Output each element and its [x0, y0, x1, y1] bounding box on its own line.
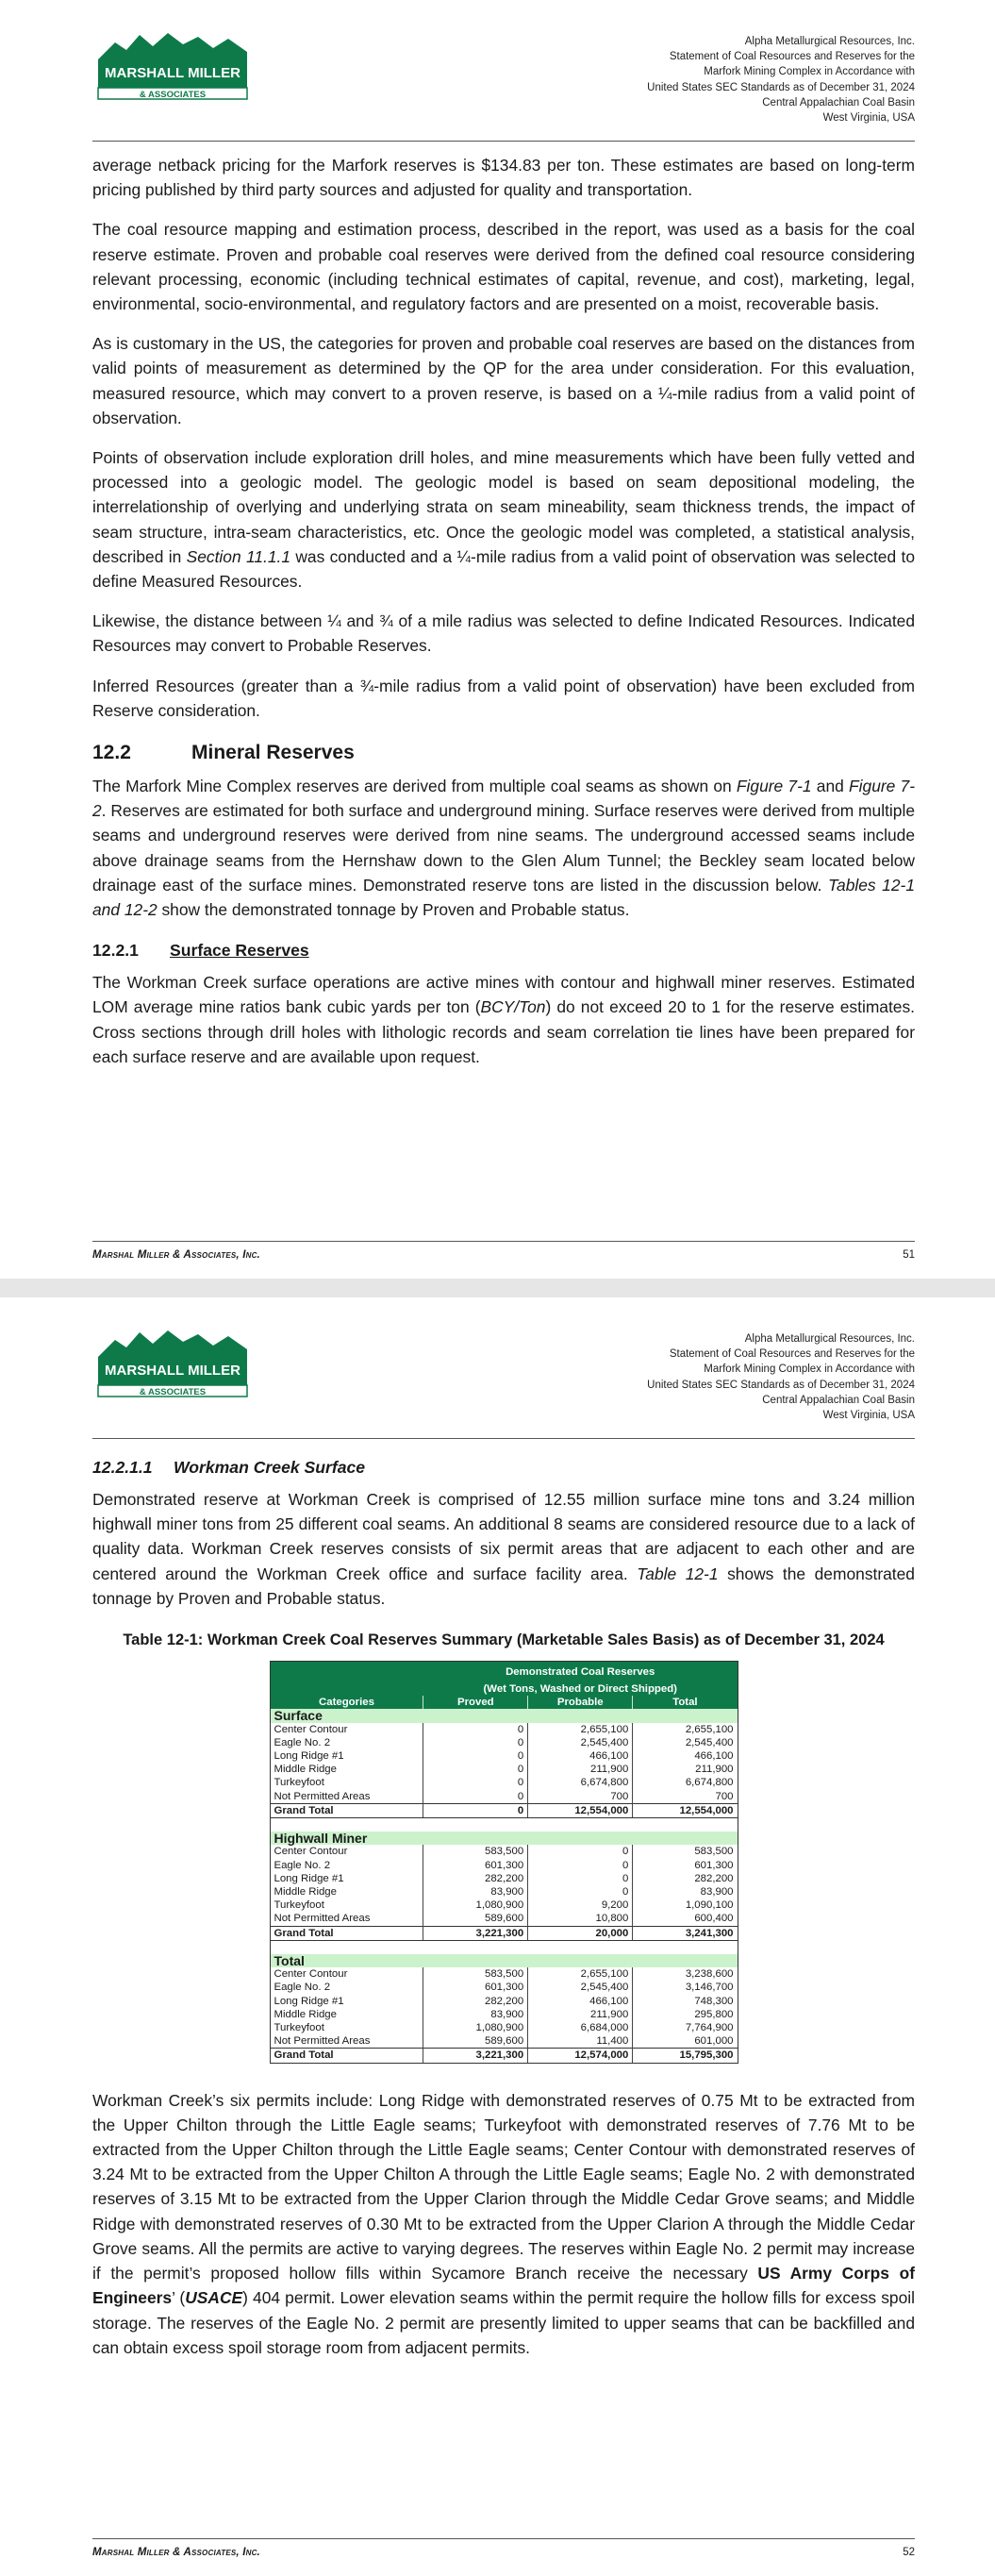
row-value: 11,400 [528, 2034, 633, 2049]
total-value: 20,000 [528, 1926, 633, 1940]
row-value: 3,146,700 [633, 1981, 738, 1994]
row-value: 211,900 [528, 1763, 633, 1776]
row-value: 466,100 [528, 1995, 633, 2008]
row-category: Center Contour [274, 1723, 348, 1735]
row-category: Middle Ridge [274, 1886, 337, 1899]
header-line: Marfork Mining Complex in Accordance with [704, 66, 915, 78]
row-value: 583,500 [423, 1845, 528, 1858]
svg-text:& ASSOCIATES: & ASSOCIATES [139, 90, 207, 100]
row-value: 466,100 [528, 1749, 633, 1763]
row-value: 583,500 [423, 1967, 528, 1981]
row-value: 83,900 [423, 2008, 528, 2021]
unit-reference: BCY/Ton [480, 997, 546, 1017]
table-row [270, 1723, 738, 1736]
row-value: 0 [528, 1859, 633, 1872]
paragraph: average netback pricing for the Marfork reserves is $134.83 per ton. These estimates are based on long-term pricing published by third party sources and adjusted for quality and transportation. [92, 156, 915, 200]
column-header-proved: Proved [423, 1696, 528, 1709]
row-value: 10,800 [528, 1912, 633, 1926]
table-row [270, 1995, 738, 2008]
row-value: 583,500 [633, 1845, 738, 1858]
table-row [270, 1790, 738, 1804]
page-footer [92, 1241, 915, 1261]
header-line: Statement of Coal Resources and Reserves for the [669, 1348, 915, 1361]
table-row [270, 1859, 738, 1872]
grand-total-row [270, 1803, 738, 1817]
table-row [270, 1845, 738, 1858]
table-row [270, 1967, 738, 1981]
total-label: Grand Total [270, 2049, 423, 2063]
footer-firm: Marshal Miller & Associates, Inc. [92, 1249, 260, 1261]
row-category: Eagle No. 2 [274, 1736, 331, 1748]
page-header [92, 0, 915, 142]
paragraph: Demonstrated reserve at Workman Creek is comprised of 12.55 million surface mine tons and 3.24 million highwall miner tons from 25 different coal seams. An additional 8 seams are considered resource due to a lack of quality data. Workman Creek reserves consists of six permit areas that are adjacent to each other and are centered around the Workman Creek office and surface facility area. Table 12-1 shows the demonstrated tonnage by Proven and Probable status. [92, 1490, 915, 1608]
total-value: 3,221,300 [423, 2049, 528, 2063]
table-row [270, 1912, 738, 1926]
row-value: 3,238,600 [633, 1967, 738, 1981]
row-category: Turkeyfoot [274, 1777, 324, 1789]
row-value: 466,100 [633, 1749, 738, 1763]
row-category: Long Ridge #1 [274, 1872, 344, 1884]
section-heading-12-2: 12.2 Mineral Reserves [92, 742, 355, 764]
row-value: 700 [528, 1790, 633, 1804]
header-line: United States SEC Standards as of December 31, 2024 [647, 81, 915, 93]
paragraph: Inferred Resources (greater than a ¾-mile radius from a valid point of observation) have been excluded from Reserve consideration. [92, 676, 915, 720]
total-value: 12,574,000 [528, 2049, 633, 2063]
row-value: 6,674,800 [528, 1776, 633, 1789]
paragraph: As is customary in the US, the categories for proven and probable coal reserves are based on the distances from valid points of measurement as determined by the QP for the area under consideration. For this evaluation, measured resource, which may convert to a proven reserve, is based on a ¼-mile radius from a valid point of observation. [92, 334, 915, 427]
row-value: 601,300 [423, 1981, 528, 1994]
figure-reference: Figure 7-2 [92, 777, 916, 821]
row-category: Middle Ridge [274, 2008, 337, 2020]
header-line: Central Appalachian Coal Basin [762, 96, 915, 109]
row-value: 1,080,900 [423, 2021, 528, 2034]
row-value: 600,400 [633, 1912, 738, 1926]
row-category: Long Ridge #1 [274, 1750, 344, 1763]
paragraph: The Marfork Mine Complex reserves are derived from multiple coal seams as shown on Figure 7-1 and Figure 7-2. Reserves are estimated for both surface and underground mining. Surface reserves were derived from multiple seams and underground reserves were derived from nine seams. The underground accessed seams include above drainage seams from the Hernshaw down to the Glen Alum Tunnel; the Beckley seam located below drainage east of the surface mines. Demonstrated reserve tons are listed in the discussion below. Tables 12-1 and 12-2 show the demonstrated tonnage by Proven and Probable status. [92, 777, 916, 920]
total-value: 15,795,300 [633, 2049, 738, 2063]
section-reference: Section 11.1.1 [186, 546, 291, 566]
row-category: Center Contour [274, 1846, 348, 1858]
row-category: Eagle No. 2 [274, 1982, 331, 1994]
header-company-info [647, 1331, 915, 1423]
row-value: 2,655,100 [633, 1723, 738, 1736]
row-value: 282,200 [423, 1872, 528, 1885]
header-line: West Virginia, USA [822, 1410, 915, 1422]
header-line: Statement of Coal Resources and Reserves for the [669, 51, 915, 63]
column-header-total: Total [633, 1696, 738, 1709]
section-title: Highwall Miner [270, 1832, 738, 1845]
total-value: 3,221,300 [423, 1926, 528, 1940]
row-value: 601,300 [633, 1859, 738, 1872]
row-value: 83,900 [423, 1885, 528, 1899]
row-value: 0 [423, 1763, 528, 1776]
row-value: 589,600 [423, 1912, 528, 1926]
page-body [92, 1439, 915, 2360]
row-value: 2,545,400 [528, 1981, 633, 1994]
marshall-miller-logo [96, 1329, 249, 1398]
row-value: 282,200 [423, 1995, 528, 2008]
figure-reference: Figure 7-1 [736, 777, 812, 796]
row-value: 9,200 [528, 1899, 633, 1912]
spacer-row [270, 1818, 738, 1832]
header-company-info [647, 34, 915, 125]
group-header: Demonstrated Coal Reserves [423, 1662, 738, 1683]
row-value: 2,545,400 [528, 1736, 633, 1749]
table-caption: Table 12-1: Workman Creek Coal Reserves Summary (Marketable Sales Basis) as of December 31, 2024 [123, 1631, 885, 1649]
row-category: Eagle No. 2 [274, 1859, 331, 1871]
header-line: West Virginia, USA [822, 112, 915, 125]
row-value: 601,000 [633, 2034, 738, 2049]
marshall-miller-logo [96, 31, 249, 101]
agency-name: US Army Corps of Engineers [92, 2264, 915, 2308]
column-header-probable: Probable [528, 1696, 633, 1709]
total-value: 0 [423, 1803, 528, 1817]
section-row [270, 1832, 738, 1845]
total-value: 3,241,300 [633, 1926, 738, 1940]
row-value: 0 [423, 1790, 528, 1804]
row-category: Not Permitted Areas [274, 1913, 371, 1925]
row-value: 0 [423, 1776, 528, 1789]
row-value: 0 [423, 1723, 528, 1736]
row-value: 295,800 [633, 2008, 738, 2021]
row-value: 211,900 [528, 2008, 633, 2021]
row-category: Turkeyfoot [274, 2022, 324, 2034]
column-header-categories: Categories [270, 1662, 423, 1710]
row-value: 700 [633, 1790, 738, 1804]
section-row [270, 1709, 738, 1722]
row-value: 83,900 [633, 1885, 738, 1899]
row-value: 748,300 [633, 1995, 738, 2008]
reserves-table [270, 1661, 738, 2064]
row-value: 6,674,800 [633, 1776, 738, 1789]
row-category: Turkeyfoot [274, 1899, 324, 1912]
row-value: 1,090,100 [633, 1899, 738, 1912]
table-row [270, 1899, 738, 1912]
table-row [270, 1981, 738, 1994]
table-row [270, 2034, 738, 2049]
paragraph: The Workman Creek surface operations are active mines with contour and highwall miner reserves. Estimated LOM average mine ratios bank cubic yards per ton (BCY/Ton) do not exceed 20 to 1 for the reserve estimates. Cross sections through drill holes with lithologic records and seam correlation tie lines have been prepared for each surface reserve and are available upon request. [92, 973, 916, 1066]
header-line: Alpha Metallurgical Resources, Inc. [744, 1333, 915, 1345]
svg-text:MARSHALL MILLER: MARSHALL MILLER [105, 65, 240, 81]
footer-firm: Marshal Miller & Associates, Inc. [92, 2547, 260, 2558]
table-row [270, 2008, 738, 2021]
total-value: 12,554,000 [633, 1803, 738, 1817]
row-value: 0 [528, 1885, 633, 1899]
row-value: 589,600 [423, 2034, 528, 2049]
total-label: Grand Total [270, 1803, 423, 1817]
row-value: 2,655,100 [528, 1723, 633, 1736]
paragraph: Likewise, the distance between ¼ and ¾ of a mile radius was selected to define Indicated Resources. Indicated Resources may convert to Probable Reserves. [92, 611, 915, 656]
section-heading-12-2-1: 12.2.1 Surface Reserves [92, 941, 309, 961]
table-reference: Table 12-1 [637, 1564, 719, 1583]
table-row [270, 1872, 738, 1885]
row-value: 282,200 [633, 1872, 738, 1885]
row-value: 0 [423, 1736, 528, 1749]
row-value: 211,900 [633, 1763, 738, 1776]
total-value: 12,554,000 [528, 1803, 633, 1817]
row-value: 7,764,900 [633, 2021, 738, 2034]
section-heading-12-2-1-1: 12.2.1.1 Workman Creek Surface [92, 1458, 366, 1477]
spacer-row [270, 1940, 738, 1954]
group-subheader: (Wet Tons, Washed or Direct Shipped) [423, 1682, 738, 1696]
row-category: Not Permitted Areas [274, 2035, 371, 2048]
header-line: Central Appalachian Coal Basin [762, 1394, 915, 1406]
header-line: Marfork Mining Complex in Accordance with [704, 1363, 915, 1376]
row-category: Center Contour [274, 1968, 348, 1981]
paragraph: The coal resource mapping and estimation process, described in the report, was used as a basis for the coal reserve estimate. Proven and probable coal reserves were derived from the defined coal resource considering relevant processing, economic (including technical estimates of capital, revenue, and cost), marketing, legal, environmental, socio-environmental, and regulatory factors and are presented on a moist, recoverable basis. [92, 220, 915, 314]
row-value: 0 [528, 1845, 633, 1858]
page-51 [0, 0, 995, 1279]
total-label: Grand Total [270, 1926, 423, 1940]
header-line: United States SEC Standards as of December 31, 2024 [647, 1379, 915, 1391]
table-reference: Tables 12-1 and 12-2 [92, 875, 915, 920]
page-body [92, 142, 915, 1069]
table-row [270, 1749, 738, 1763]
table-row [270, 1736, 738, 1749]
header-line: Alpha Metallurgical Resources, Inc. [744, 36, 915, 47]
row-value: 1,080,900 [423, 1899, 528, 1912]
page-number: 51 [903, 1249, 915, 1261]
row-value: 2,655,100 [528, 1967, 633, 1981]
table-row [270, 1776, 738, 1789]
agency-acronym: USACE [185, 2288, 243, 2308]
page-52 [0, 1297, 995, 2576]
page-number: 52 [903, 2547, 915, 2558]
table-row [270, 1885, 738, 1899]
row-value: 0 [528, 1872, 633, 1885]
grand-total-row [270, 1926, 738, 1940]
row-category: Middle Ridge [274, 1764, 337, 1776]
reserves-table-body [270, 1709, 738, 2063]
row-value: 2,545,400 [633, 1736, 738, 1749]
section-title: Surface [270, 1709, 738, 1722]
row-value: 6,684,000 [528, 2021, 633, 2034]
row-category: Not Permitted Areas [274, 1790, 371, 1802]
table-row [270, 1763, 738, 1776]
svg-text:& ASSOCIATES: & ASSOCIATES [139, 1387, 207, 1397]
paragraph: Workman Creek’s six permits include: Long Ridge with demonstrated reserves of 0.75 Mt to be extracted from the Upper Chilton through the Little Eagle seams; Turkeyfoot with demonstrated reserves of 7.76 Mt to be extracted from the Upper Chilton through the Little Eagle seams; Center Contour with demonstrated reserves of 3.24 Mt to be extracted from the Upper Chilton A through the Little Eagle seams; Eagle No. 2 with demonstrated reserves of 3.15 Mt to be extracted from the Upper Clarion through the Middle Cedar Grove seams; and Middle Ridge with demonstrated reserves of 0.30 Mt to be extracted from the Upper Clarion A through the Middle Cedar Grove seams. All the permits are active to varying degrees. The reserves within Eagle No. 2 permit may increase if the permit’s proposed hollow fills within Sycamore Branch receive the necessary US Army Corps of Engineers’ (USACE) 404 permit. Lower elevation seams within the permit require the hollow fills for excess spoil storage. The reserves of the Eagle No. 2 permit are presently limited to upper seams that can be backfilled and can obtain excess spoil storage room from adjacent permits. [92, 2090, 916, 2357]
page-footer [92, 2538, 915, 2558]
page-header [92, 1297, 915, 1439]
grand-total-row [270, 2049, 738, 2063]
row-category: Long Ridge #1 [274, 1995, 344, 2007]
row-value: 601,300 [423, 1859, 528, 1872]
paragraph: Points of observation include exploration drill holes, and mine measurements which have been fully vetted and processed into a geologic model. The geologic model is based on seam depositional modeling, the interrelationship of overlying and underlying strata on seam mineability, seam thickness trends, the impact of seam structure, intra-seam characteristics, etc. Once the geologic model was completed, a statistical analysis, described in Section 11.1.1 was conducted and a ¼-mile radius from a valid point of observation was selected to define Measured Resources. [92, 448, 915, 592]
section-title: Total [270, 1954, 738, 1967]
table-row [270, 2021, 738, 2034]
row-value: 0 [423, 1749, 528, 1763]
svg-text:MARSHALL MILLER: MARSHALL MILLER [105, 1363, 240, 1379]
section-row [270, 1954, 738, 1967]
